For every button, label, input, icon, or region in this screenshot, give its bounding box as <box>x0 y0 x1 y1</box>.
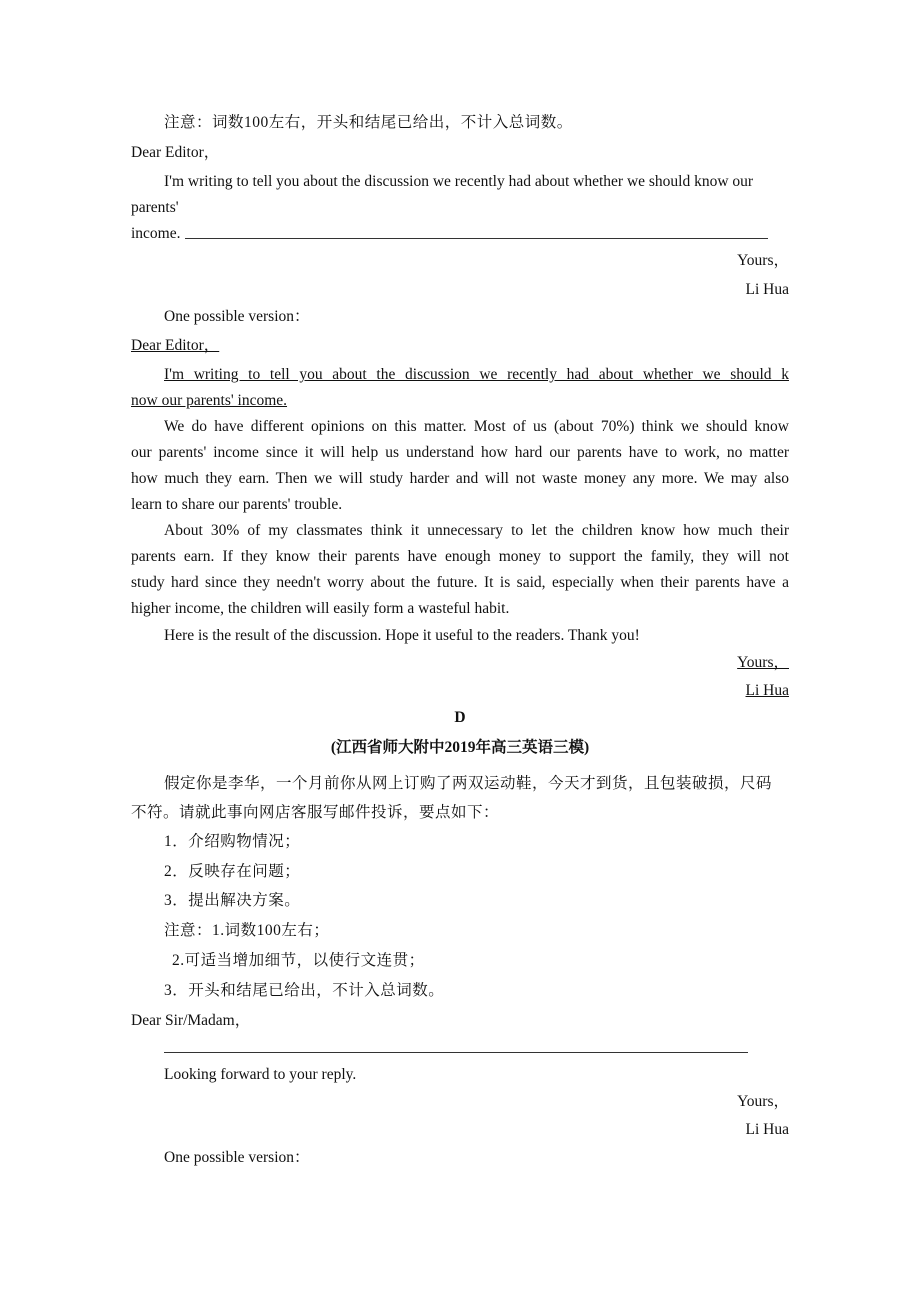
sample-signature <box>131 681 789 701</box>
sample-version-label: One possible version： <box>164 1149 310 1166</box>
letter-closing-line: Looking forward to your reply. <box>164 1066 357 1083</box>
writing-blank-line <box>185 238 768 239</box>
sample-closing <box>131 653 789 673</box>
signature: Li Hua <box>745 281 789 298</box>
sample-line: About 30% of my classmates think it unnecessary to let the children know how much their <box>164 522 789 539</box>
sample-signature-text: Li Hua <box>745 682 789 699</box>
sample-version-label: One possible version： <box>164 308 310 325</box>
section-letter: D <box>454 709 466 726</box>
sample-line: higher income, the children will easily form a wasteful habit. <box>131 600 510 617</box>
source-citation: (江西省师大附中2019年高三英语三模) <box>330 739 590 756</box>
prompt-text: 假定你是李华，一个月前你从网上订购了两双运动鞋，今天才到货，且包装破损，尺码 <box>164 775 773 792</box>
requirement-point: 2．反映存在问题； <box>164 863 301 880</box>
sample-line: now our parents' income. <box>131 392 288 409</box>
letter-signature: Li Hua <box>745 1121 789 1138</box>
sample-line: We do have different opinions on this matter. Most of us (about 70%) think we should know <box>164 418 789 435</box>
writing-blank-line <box>164 1052 748 1053</box>
sample-line: how much they earn. Then we will study harder and will not waste money any more. We may also <box>131 470 789 487</box>
requirement-point: 1．介绍购物情况； <box>164 833 301 850</box>
sample-line: parents earn. If they know their parents have enough money to support the family, they will not <box>131 548 789 565</box>
sample-salutation: Dear Editor， <box>131 337 220 354</box>
note-item: 3．开头和结尾已给出，不计入总词数。 <box>164 982 445 999</box>
prompt-text-continued: 不符。请就此事向网店客服写邮件投诉，要点如下： <box>131 804 500 821</box>
letter-salutation: Dear Sir/Madam， <box>131 1012 251 1029</box>
sample-closing-text: Yours， <box>737 654 789 671</box>
word-count-note: 注意：词数100左右，开头和结尾已给出，不计入总词数。 <box>164 114 573 131</box>
closing: Yours， <box>737 252 789 269</box>
opening-sentence: I'm writing to tell you about the discussion we recently had about whether we should know our <box>164 173 754 190</box>
letter-closing: Yours， <box>737 1093 789 1110</box>
note-item: 注意：1.词数100左右； <box>164 922 330 939</box>
sample-line: study hard since they needn't worry about the future. It is said, especially when their parents have a <box>131 574 789 591</box>
opening-sentence-end: income. <box>131 225 181 242</box>
sample-line: Here is the result of the discussion. Hope it useful to the readers. Thank you! <box>164 627 640 644</box>
sample-line: learn to share our parents' trouble. <box>131 496 343 513</box>
note-item: 2.可适当增加细节，以使行文连贯； <box>172 952 425 969</box>
sample-line: I'm writing to tell you about the discussion we recently had about whether we should k <box>164 366 789 383</box>
sample-line: our parents' income since it will help us understand how hard our parents have to work, no matter <box>131 444 789 461</box>
requirement-point: 3．提出解决方案。 <box>164 892 301 909</box>
salutation: Dear Editor， <box>131 144 220 161</box>
opening-sentence-continued: parents' <box>131 199 179 216</box>
